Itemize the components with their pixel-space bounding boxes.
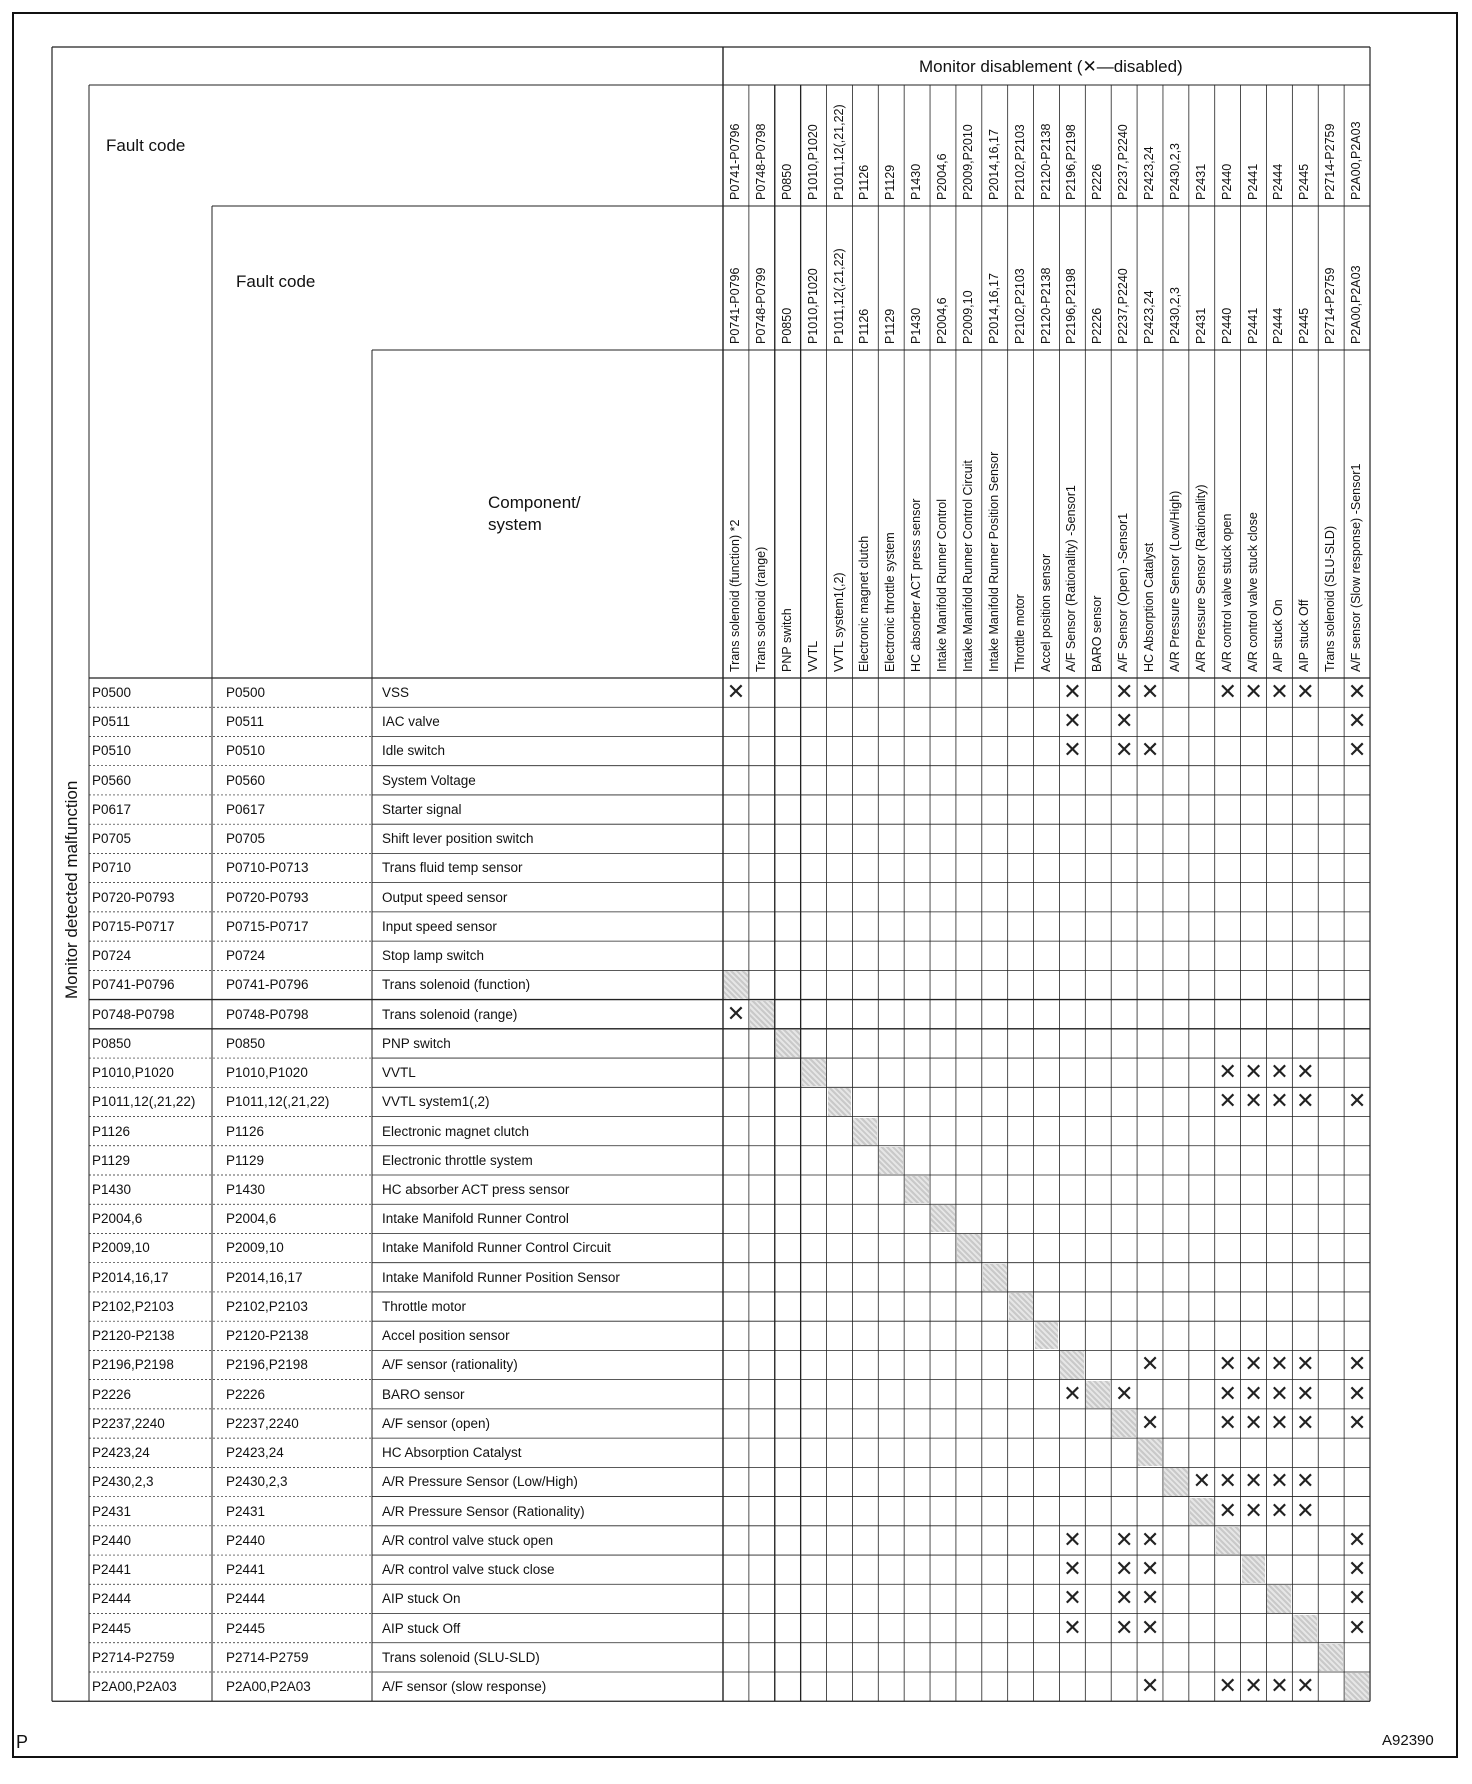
monitor-detected-malfunction-label: Monitor detected malfunction [62, 780, 81, 999]
self-cell-shade [983, 1264, 1007, 1291]
row-component: Accel position sensor [382, 1328, 510, 1344]
disabled-mark: ✕ [1140, 737, 1160, 763]
column-code-top: P2445 [1297, 163, 1312, 200]
self-cell-shade [853, 1118, 877, 1145]
column-code-top: P2196,P2198 [1064, 124, 1079, 200]
column-component-name: Trans solenoid (range) [753, 546, 768, 672]
row-fault-code-detail: P2004,6 [226, 1211, 277, 1227]
row-component: Intake Manifold Runner Position Sensor [382, 1269, 620, 1285]
self-cell-shade [1319, 1644, 1343, 1671]
disabled-mark: ✕ [1218, 1497, 1237, 1523]
column-component-name: AIP stuck On [1271, 599, 1286, 672]
column-code-mid: P2102,P2103 [1012, 268, 1027, 344]
row-fault-code: P2430,2,3 [92, 1474, 154, 1490]
column-component-name: BARO sensor [1090, 595, 1105, 672]
disabled-mark: ✕ [1114, 708, 1134, 734]
row-fault-code: P2014,16,17 [92, 1269, 169, 1285]
row-fault-code-detail: P1010,P1020 [226, 1065, 308, 1081]
column-code-top: P2102,P2103 [1012, 124, 1027, 200]
column-component-name: Trans solenoid (function) *2 [728, 519, 742, 672]
row-component: AIP stuck Off [382, 1620, 461, 1636]
self-cell-shade [1267, 1585, 1291, 1612]
column-code-top: P2440 [1219, 163, 1234, 200]
row-fault-code-detail: P2014,16,17 [226, 1269, 303, 1285]
row-fault-code: P0705 [92, 831, 132, 847]
disabled-mark: ✕ [1347, 1088, 1367, 1114]
self-cell-shade [1190, 1498, 1214, 1525]
disabled-mark: ✕ [1347, 1556, 1367, 1582]
row-component: A/F sensor (slow response) [382, 1678, 547, 1694]
disabled-mark: ✕ [1244, 1088, 1263, 1114]
column-component-name: A/F sensor (Slow response) -Sensor1 [1349, 463, 1364, 672]
column-component-name: Electronic throttle system [883, 532, 898, 672]
disabled-mark: ✕ [1140, 679, 1160, 704]
self-cell-shade [1086, 1381, 1110, 1408]
disabled-mark: ✕ [1347, 708, 1367, 734]
column-code-mid: P2120-P2138 [1038, 267, 1053, 344]
row-fault-code: P2120-P2138 [92, 1328, 175, 1344]
disabled-mark: ✕ [1296, 1497, 1315, 1523]
row-fault-code-detail: P2440 [226, 1532, 266, 1548]
disabled-mark: ✕ [1063, 679, 1082, 704]
row-fault-code-detail: P0560 [226, 772, 266, 788]
disabled-mark: ✕ [1270, 1088, 1289, 1114]
column-code-top: P0850 [779, 163, 794, 200]
row-fault-code: P0741-P0796 [92, 977, 175, 993]
disabled-mark: ✕ [1296, 1088, 1315, 1114]
self-cell-shade [1035, 1322, 1059, 1349]
disabled-mark: ✕ [1140, 1672, 1160, 1698]
row-fault-code: P0850 [92, 1035, 132, 1051]
self-cell-shade [750, 1001, 774, 1028]
disabled-mark: ✕ [1296, 679, 1315, 704]
row-fault-code-detail: P2102,P2103 [226, 1298, 308, 1314]
disabled-mark: ✕ [1270, 1468, 1289, 1494]
self-cell-shade [724, 971, 748, 998]
disabled-mark: ✕ [1063, 1380, 1082, 1406]
diagram-frame [12, 12, 1458, 1758]
row-fault-code: P1430 [92, 1181, 132, 1197]
row-component: A/R Pressure Sensor (Rationality) [382, 1503, 585, 1519]
column-component-name: A/R control valve stuck close [1245, 512, 1260, 672]
disabled-mark: ✕ [1296, 1351, 1315, 1377]
self-cell-shade [1216, 1527, 1240, 1554]
row-component: PNP switch [382, 1035, 451, 1051]
self-cell-shade [1112, 1410, 1136, 1437]
row-component: Intake Manifold Runner Control [382, 1211, 569, 1227]
disabled-mark: ✕ [1347, 1380, 1367, 1406]
self-cell-shade [905, 1176, 929, 1203]
column-code-mid: P2009,10 [960, 290, 975, 344]
column-code-top: P2431 [1193, 163, 1208, 200]
column-component-name: Throttle motor [1012, 594, 1027, 672]
row-component: A/R control valve stuck open [382, 1532, 554, 1548]
disabled-mark: ✕ [1114, 679, 1134, 704]
column-code-top: P2423,24 [1142, 146, 1157, 200]
row-fault-code: P2440 [92, 1532, 132, 1548]
disabled-mark: ✕ [1218, 1088, 1237, 1114]
row-fault-code-detail: P0720-P0793 [226, 889, 309, 905]
row-component: VVTL [382, 1065, 416, 1081]
column-code-mid: P2423,24 [1142, 290, 1157, 344]
column-component-name: A/F Sensor (Rationality) -Sensor1 [1064, 485, 1079, 672]
column-code-top: P1126 [857, 164, 872, 200]
row-fault-code: P0724 [92, 948, 132, 964]
column-component-name: A/R Pressure Sensor (Rationality) [1193, 484, 1208, 672]
row-component: Idle switch [382, 743, 446, 759]
column-component-name: A/F Sensor (Open) -Sensor1 [1116, 512, 1131, 672]
row-fault-code-detail: P0511 [226, 714, 265, 730]
disabled-mark: ✕ [1244, 1672, 1263, 1698]
row-component: Trans solenoid (function) [382, 977, 531, 993]
column-code-mid: P2440 [1219, 307, 1234, 344]
column-code-mid: P2A00,P2A03 [1349, 265, 1364, 344]
column-code-top: P2A00,P2A03 [1349, 121, 1364, 200]
disabled-mark: ✕ [1140, 1409, 1160, 1435]
disabled-mark: ✕ [1140, 1526, 1160, 1552]
row-component: Electronic throttle system [382, 1152, 533, 1168]
disabled-mark: ✕ [1192, 1468, 1212, 1494]
row-fault-code: P0560 [92, 772, 132, 788]
column-code-mid: P2226 [1090, 307, 1105, 344]
row-fault-code: P0715-P0717 [92, 918, 175, 934]
column-code-top: P2430,2,3 [1167, 143, 1182, 200]
column-code-top: P2014,16,17 [986, 129, 1001, 200]
column-component-name: Intake Manifold Runner Control Circuit [960, 460, 975, 672]
column-code-mid: P2196,P2198 [1064, 268, 1079, 344]
row-component: Electronic magnet clutch [382, 1123, 530, 1139]
disabled-mark: ✕ [1296, 1380, 1315, 1406]
row-fault-code: P0710 [92, 860, 132, 876]
disabled-mark: ✕ [1140, 1556, 1160, 1582]
disabled-mark: ✕ [1270, 1672, 1289, 1698]
row-fault-code-detail: P0724 [226, 948, 266, 964]
row-component: Input speed sensor [382, 918, 497, 934]
row-component: Trans solenoid (range) [382, 1006, 518, 1022]
footer-left-label: P [16, 1732, 29, 1752]
disabled-mark: ✕ [1347, 679, 1367, 704]
disabled-mark: ✕ [1347, 1526, 1367, 1552]
disabled-mark: ✕ [1063, 737, 1082, 763]
row-fault-code: P2444 [92, 1591, 132, 1607]
disabled-mark: ✕ [726, 1000, 746, 1026]
column-code-mid: P1126 [857, 308, 872, 344]
column-code-top: P0748-P0798 [753, 123, 768, 200]
column-component-name: Trans solenoid (SLU-SLD) [1323, 525, 1338, 672]
disabled-mark: ✕ [1218, 1409, 1237, 1435]
row-fault-code: P2714-P2759 [92, 1649, 175, 1665]
row-fault-code: P2226 [92, 1386, 132, 1402]
disabled-mark: ✕ [1218, 1672, 1237, 1698]
row-component: Shift lever position switch [382, 831, 534, 847]
row-component: Output speed sensor [382, 889, 508, 905]
row-fault-code-detail: P1126 [226, 1123, 265, 1139]
column-code-mid: P2237,P2240 [1116, 268, 1131, 344]
disabled-mark: ✕ [1270, 1059, 1289, 1085]
figure-id: A92390 [1382, 1732, 1434, 1749]
row-fault-code: P0617 [92, 801, 132, 817]
row-component: IAC valve [382, 714, 440, 730]
column-code-mid: P2431 [1193, 307, 1208, 344]
row-fault-code-detail: P1129 [226, 1152, 265, 1168]
row-fault-code-detail: P0715-P0717 [226, 918, 309, 934]
row-fault-code-detail: P0741-P0796 [226, 977, 309, 993]
row-fault-code-detail: P0710-P0713 [226, 860, 309, 876]
row-fault-code-detail: P0705 [226, 831, 266, 847]
self-cell-shade [1293, 1615, 1317, 1642]
row-fault-code-detail: P2237,2240 [226, 1415, 299, 1431]
disabled-mark: ✕ [1244, 1497, 1263, 1523]
row-component: A/F sensor (rationality) [382, 1357, 518, 1373]
row-fault-code-detail: P1011,12(,21,22) [226, 1094, 330, 1110]
disabled-mark: ✕ [1114, 1380, 1134, 1406]
disabled-mark: ✕ [1244, 679, 1263, 704]
row-component: Trans fluid temp sensor [382, 860, 523, 876]
self-cell-shade [828, 1088, 852, 1115]
column-code-top: P2441 [1245, 163, 1260, 200]
column-code-mid: P2014,16,17 [986, 273, 1001, 344]
fault-code-header-mid: Fault code [236, 272, 316, 291]
row-component: Starter signal [382, 801, 462, 817]
row-fault-code: P2004,6 [92, 1211, 143, 1227]
disabled-mark: ✕ [1347, 1585, 1367, 1611]
column-component-name: A/R control valve stuck open [1219, 513, 1234, 672]
disabled-mark: ✕ [1270, 1351, 1289, 1377]
column-code-mid: P2714-P2759 [1323, 267, 1338, 344]
disabled-mark: ✕ [1270, 1409, 1289, 1435]
column-code-mid: P2004,6 [935, 297, 950, 344]
disabled-mark: ✕ [1296, 1409, 1315, 1435]
row-component: A/F sensor (open) [382, 1415, 491, 1431]
column-component-name: AIP stuck Off [1297, 599, 1312, 672]
row-fault-code-detail: P2444 [226, 1591, 266, 1607]
column-code-mid: P1011,12(,21,22) [831, 248, 846, 344]
column-code-mid: P2441 [1245, 307, 1260, 344]
column-component-name: PNP switch [779, 608, 794, 672]
column-code-top: P2120-P2138 [1038, 123, 1053, 200]
column-code-mid: P1010,P1020 [805, 268, 820, 344]
self-cell-shade [1138, 1439, 1162, 1466]
monitor-disablement-title: Monitor disablement (✕—disabled) [919, 57, 1183, 76]
self-cell-shade [802, 1059, 826, 1086]
row-component: A/R control valve stuck close [382, 1562, 555, 1578]
column-code-top: P1430 [909, 163, 924, 200]
column-code-top: P2226 [1090, 163, 1105, 200]
disabled-mark: ✕ [1244, 1351, 1263, 1377]
disabled-mark: ✕ [1140, 1351, 1160, 1377]
row-fault-code: P0720-P0793 [92, 889, 175, 905]
row-component: A/R Pressure Sensor (Low/High) [382, 1474, 578, 1490]
disabled-mark: ✕ [1244, 1468, 1263, 1494]
row-fault-code-detail: P0510 [226, 743, 266, 759]
row-fault-code-detail: P2120-P2138 [226, 1328, 309, 1344]
row-component: VVTL system1(,2) [382, 1094, 490, 1110]
disabled-mark: ✕ [1114, 1614, 1134, 1640]
row-fault-code: P1126 [92, 1123, 131, 1139]
disabled-mark: ✕ [1218, 1351, 1237, 1377]
row-fault-code-detail: P2441 [226, 1562, 266, 1578]
row-fault-code: P0510 [92, 743, 132, 759]
disabled-mark: ✕ [1063, 1556, 1082, 1582]
disabled-mark: ✕ [1218, 1468, 1237, 1494]
column-code-mid: P1430 [909, 307, 924, 344]
self-cell-shade [1060, 1351, 1084, 1378]
row-fault-code-detail: P0850 [226, 1035, 266, 1051]
row-component: HC Absorption Catalyst [382, 1445, 522, 1461]
row-fault-code-detail: P1430 [226, 1181, 266, 1197]
row-fault-code-detail: P2431 [226, 1503, 266, 1519]
row-component: Stop lamp switch [382, 948, 485, 964]
disabled-mark: ✕ [1347, 737, 1367, 763]
column-code-top: P2237,P2240 [1116, 124, 1131, 200]
row-fault-code: P0500 [92, 685, 132, 700]
row-fault-code-detail: P2009,10 [226, 1240, 284, 1256]
row-fault-code-detail: P2423,24 [226, 1445, 284, 1461]
row-fault-code: P0511 [92, 714, 131, 730]
row-fault-code: P0748-P0798 [92, 1006, 175, 1022]
self-cell-shade [957, 1234, 981, 1261]
disabled-mark: ✕ [1347, 1351, 1367, 1377]
self-cell-shade [1164, 1468, 1188, 1495]
row-fault-code-detail: P2430,2,3 [226, 1474, 288, 1490]
row-fault-code: P1011,12(,21,22) [92, 1094, 196, 1110]
row-fault-code: P2431 [92, 1503, 132, 1519]
column-code-top: P1011,12(,21,22) [831, 104, 846, 200]
row-fault-code-detail: P0500 [226, 685, 266, 700]
disabled-mark: ✕ [1140, 1585, 1160, 1611]
disabled-mark: ✕ [1218, 1380, 1237, 1406]
component-system-header: Component/ system [488, 493, 581, 534]
column-code-mid: P2430,2,3 [1167, 287, 1182, 344]
column-code-mid: P0850 [779, 307, 794, 344]
column-component-name: A/R Pressure Sensor (Low/High) [1167, 490, 1182, 672]
row-fault-code-detail: P0617 [226, 801, 266, 817]
row-component: AIP stuck On [382, 1591, 461, 1607]
column-component-name: Intake Manifold Runner Position Sensor [986, 451, 1001, 672]
column-code-mid: P0741-P0796 [728, 267, 742, 344]
disabled-mark: ✕ [1218, 1059, 1237, 1085]
disabled-mark: ✕ [1244, 1380, 1263, 1406]
column-component-name: VVTL [805, 640, 820, 672]
disabled-mark: ✕ [1244, 1409, 1263, 1435]
disabled-mark: ✕ [1063, 1614, 1082, 1640]
disabled-mark: ✕ [1347, 1409, 1367, 1435]
disabled-mark: ✕ [1114, 1585, 1134, 1611]
disabled-mark: ✕ [1270, 1380, 1289, 1406]
self-cell-shade [1009, 1293, 1033, 1320]
self-cell-shade [1242, 1556, 1266, 1583]
column-component-name: Electronic magnet clutch [857, 535, 872, 672]
disabled-mark: ✕ [1063, 1585, 1082, 1611]
column-code-top: P2009,P2010 [960, 124, 975, 200]
column-code-mid: P2444 [1271, 307, 1286, 344]
disabled-mark: ✕ [1296, 1672, 1315, 1698]
column-code-top: P0741-P0796 [728, 123, 742, 200]
disabled-mark: ✕ [1296, 1059, 1315, 1085]
row-component: Trans solenoid (SLU-SLD) [382, 1649, 540, 1665]
row-fault-code-detail: P0748-P0798 [226, 1006, 309, 1022]
row-fault-code-detail: P2714-P2759 [226, 1649, 309, 1665]
row-fault-code: P2009,10 [92, 1240, 150, 1256]
row-fault-code-detail: P2226 [226, 1386, 266, 1402]
disabled-mark: ✕ [726, 679, 746, 704]
disabled-mark: ✕ [1114, 737, 1134, 763]
row-fault-code: P2102,P2103 [92, 1298, 174, 1314]
row-fault-code: P2A00,P2A03 [92, 1678, 177, 1694]
row-component: VSS [382, 685, 410, 700]
row-component: Throttle motor [382, 1298, 467, 1314]
self-cell-shade [879, 1147, 903, 1174]
column-component-name: Accel position sensor [1038, 553, 1053, 672]
row-fault-code: P2441 [92, 1562, 132, 1578]
row-component: Intake Manifold Runner Control Circuit [382, 1240, 611, 1256]
row-fault-code: P2196,P2198 [92, 1357, 174, 1373]
column-code-mid: P0748-P0799 [753, 267, 768, 344]
row-fault-code-detail: P2196,P2198 [226, 1357, 308, 1373]
column-component-name: VVTL system1(,2) [831, 572, 846, 672]
self-cell-shade [931, 1205, 955, 1232]
disabled-mark: ✕ [1114, 1556, 1134, 1582]
column-code-mid: P1129 [883, 308, 898, 344]
column-code-top: P1129 [883, 164, 898, 200]
column-component-name: HC Absorption Catalyst [1142, 542, 1157, 672]
row-fault-code: P2237,2240 [92, 1415, 165, 1431]
disabled-mark: ✕ [1063, 708, 1082, 734]
disabled-mark: ✕ [1296, 1468, 1315, 1494]
row-component: System Voltage [382, 772, 476, 788]
disabled-mark: ✕ [1347, 1614, 1367, 1640]
column-code-top: P2004,6 [935, 153, 950, 200]
column-code-mid: P2445 [1297, 307, 1312, 344]
column-code-top: P2444 [1271, 163, 1286, 200]
column-code-top: P2714-P2759 [1323, 123, 1338, 200]
column-component-name: Intake Manifold Runner Control [935, 498, 950, 672]
row-fault-code: P2445 [92, 1620, 132, 1636]
disabled-mark: ✕ [1270, 679, 1289, 704]
disabled-mark: ✕ [1270, 1497, 1289, 1523]
disabled-mark: ✕ [1218, 679, 1237, 704]
self-cell-shade [1345, 1673, 1369, 1700]
disabled-mark: ✕ [1244, 1059, 1263, 1085]
row-fault-code-detail: P2445 [226, 1620, 266, 1636]
row-component: BARO sensor [382, 1386, 465, 1402]
disabled-mark: ✕ [1114, 1526, 1134, 1552]
column-component-name: HC absorber ACT press sensor [909, 498, 924, 672]
fault-code-header-top: Fault code [106, 136, 186, 155]
disabled-mark: ✕ [1063, 1526, 1082, 1552]
row-fault-code-detail: P2A00,P2A03 [226, 1678, 311, 1694]
disabled-mark: ✕ [1140, 1614, 1160, 1640]
row-fault-code: P2423,24 [92, 1445, 150, 1461]
row-fault-code: P1010,P1020 [92, 1065, 174, 1081]
row-fault-code: P1129 [92, 1152, 131, 1168]
row-component: HC absorber ACT press sensor [382, 1181, 570, 1197]
column-code-top: P1010,P1020 [805, 124, 820, 200]
self-cell-shade [776, 1030, 800, 1057]
